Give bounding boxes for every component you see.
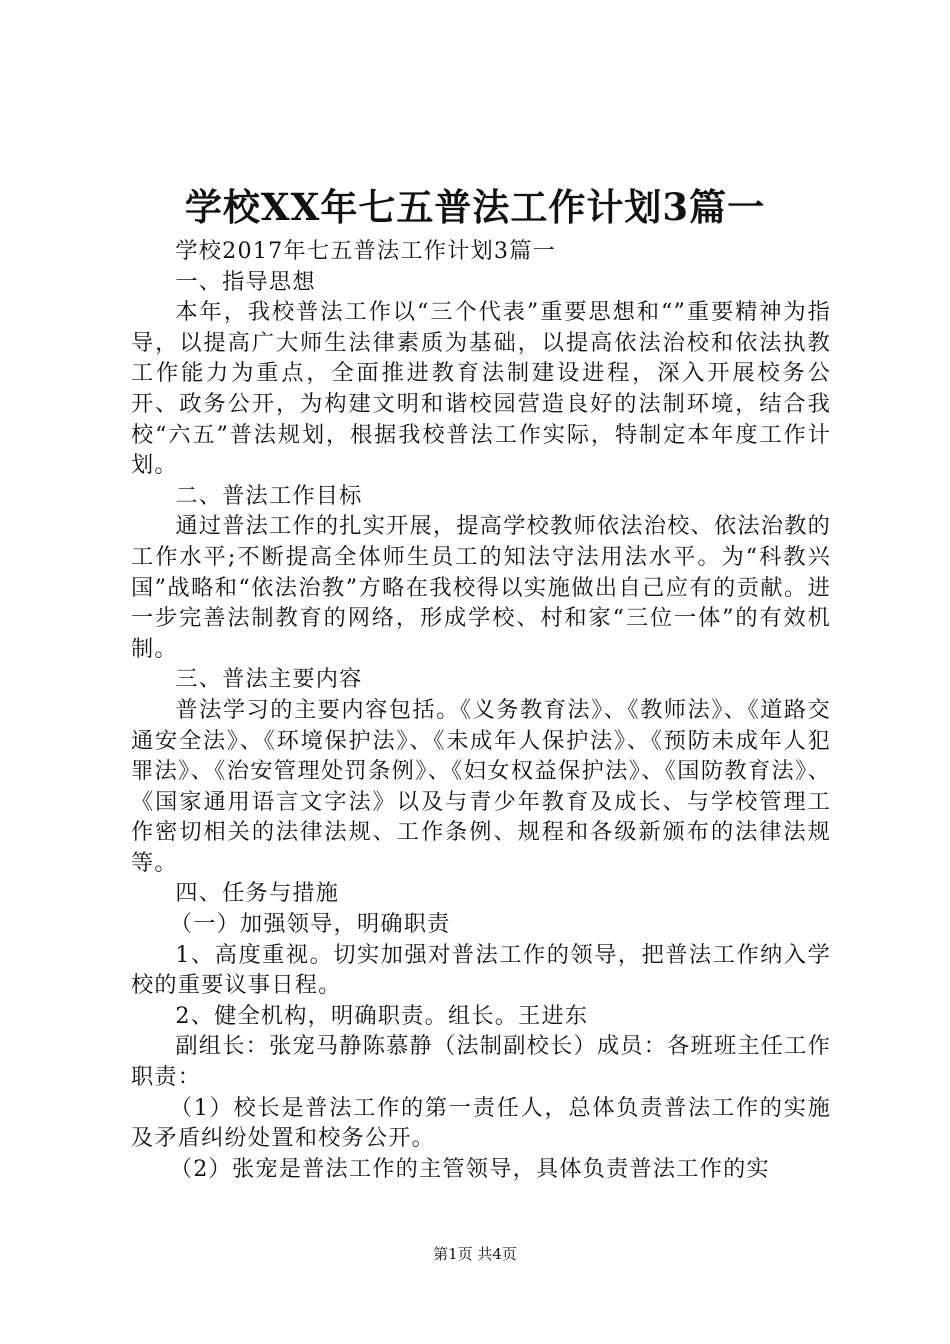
document-body [131, 236, 831, 1184]
document-title: 学校XX年七五普法工作计划3篇一 [184, 185, 766, 229]
paragraph-item-2: 2、健全机构，明确职责。组长。王进东 [175, 1002, 589, 1029]
section-heading-tasks: 四、任务与措施 [175, 880, 340, 907]
document-subtitle: 学校2017年七五普法工作计划3篇一 [175, 238, 557, 264]
section-heading-content: 三、普法主要内容 [175, 666, 363, 693]
section-heading-guiding-thought: 一、指导思想 [175, 268, 316, 295]
paragraph-item-1: 1、高度重视。切实加强对普法工作的领导，把普法工作纳入学校的重要议事日程。 [131, 941, 831, 999]
paragraph-duty-1: （1）校长是普法工作的第一责任人，总体负责普法工作的实施及矛盾纠纷处置和校务公开。 [131, 1094, 831, 1152]
paragraph-duty-2: （2）张宠是普法工作的主管领导，具体负责普法工作的实 [169, 1155, 770, 1182]
subsection-heading-leadership: （一）加强领导，明确职责 [169, 911, 451, 938]
paragraph-goals: 通过普法工作的扎实开展，提高学校教师依法治校、依法治教的工作水平;不断提高全体师生员工的知法守法用法水平。为“科教兴国”战略和“依法治教”方略在我校得以实施做出自己应有的贡献。进一步完善法制教育的网络，形成学校、村和家“三位一体”的有效机制。 [131, 513, 831, 662]
paragraph-deputy-leaders: 副组长：张宠马静陈慕静（法制副校长）成员：各班班主任工作职责： [131, 1033, 831, 1091]
paragraph-content: 普法学习的主要内容包括。《义务教育法》、《教师法》、《道路交通安全法》、《环境保护法》、《未成年人保护法》、《预防未成年人犯罪法》、《治安管理处罚条例》、《妇女权益保护法》、《国防教育法》、《国家通用语言文字法》以及与青少年教育及成长、与学校管理工作密切相关的法律法规、工作条例、规程和各级新颁布的法律法规等。 [131, 696, 831, 876]
section-heading-goals: 二、普法工作目标 [175, 482, 363, 509]
page-number-footer: 第1页 共4页 [433, 1245, 517, 1263]
paragraph-guiding-thought: 本年，我校普法工作以“三个代表”重要思想和“”重要精神为指导，以提高广大师生法律素质为基础，以提高依法治校和依法执教工作能力为重点，全面推进教育法制建设进程，深入开展校务公开、政务公开，为构建文明和谐校园营造良好的法制环境，结合我校“六五”普法规划，根据我校普法工作实际，特制定本年度工作计划。 [131, 299, 831, 479]
